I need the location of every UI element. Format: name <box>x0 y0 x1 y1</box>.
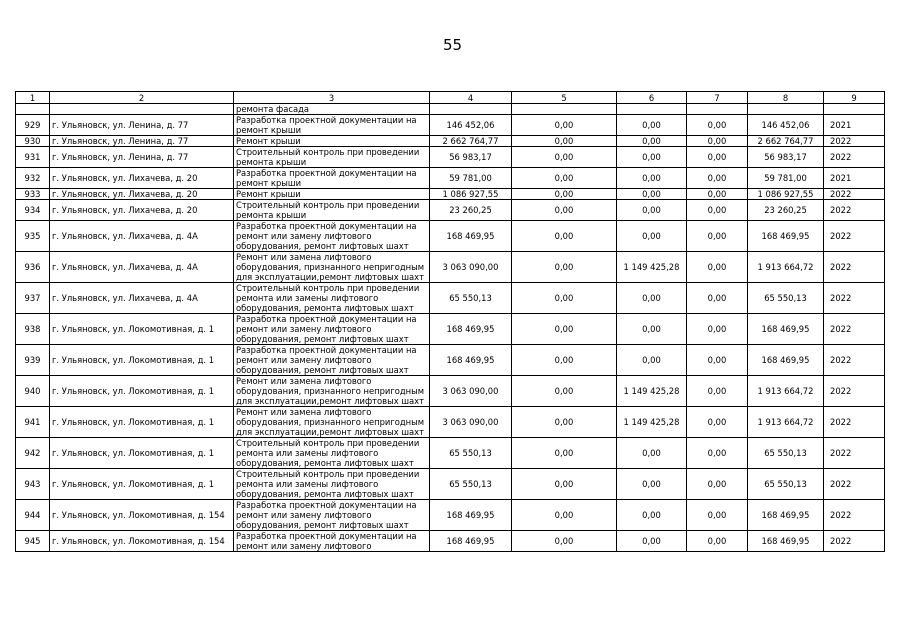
cell-row-number: 931 <box>16 147 50 168</box>
cell-col5: 0,00 <box>512 531 617 552</box>
cell-col8: 23 260,25 <box>748 200 824 221</box>
cell-work: Разработка проектной документации на ремонт или замену лифтового оборудования, ремонт лифтовых шахт <box>234 345 430 376</box>
cell-col5: 0,00 <box>512 438 617 469</box>
table-row <box>16 168 885 189</box>
cell-row-number: 929 <box>16 115 50 136</box>
cell-col6: 0,00 <box>617 283 687 314</box>
cell-col7: 0,00 <box>687 314 748 345</box>
cell-col5: 0,00 <box>512 168 617 189</box>
cell-col8: 65 550,13 <box>748 469 824 500</box>
cell-col7: 0,00 <box>687 407 748 438</box>
column-header: 4 <box>430 92 512 104</box>
cell-address: г. Ульяновск, ул. Лихачева, д. 4А <box>50 283 234 314</box>
cell-col5: 0,00 <box>512 115 617 136</box>
cell-address: г. Ульяновск, ул. Лихачева, д. 4А <box>50 252 234 283</box>
cell-col8: 168 469,95 <box>748 500 824 531</box>
cell-col6: 1 149 425,28 <box>617 376 687 407</box>
cell-row-number: 934 <box>16 200 50 221</box>
cell-col4: 2 662 764,77 <box>430 136 512 147</box>
cell-col6: 0,00 <box>617 147 687 168</box>
cell-col4: 1 086 927,55 <box>430 189 512 200</box>
cell-col5: 0,00 <box>512 147 617 168</box>
cell-row-number: 937 <box>16 283 50 314</box>
column-header: 8 <box>748 92 824 104</box>
cell-row-number: 933 <box>16 189 50 200</box>
cell-work: Разработка проектной документации на ремонт крыши <box>234 115 430 136</box>
cell-col5: 0,00 <box>512 376 617 407</box>
cell-work: ремонта фасада <box>234 104 430 115</box>
cell-work: Ремонт или замена лифтового оборудования, признанного непригодным для эксплуатации,ремонт лифтовых шахт <box>234 407 430 438</box>
cell-col6: 0,00 <box>617 115 687 136</box>
cell-year: 2022 <box>824 221 885 252</box>
cell-row-number: 943 <box>16 469 50 500</box>
cell-col8: 1 913 664,72 <box>748 376 824 407</box>
cell-col4: 65 550,13 <box>430 283 512 314</box>
cell-year: 2022 <box>824 438 885 469</box>
page-number: 55 <box>442 36 463 54</box>
cell-row-number: 940 <box>16 376 50 407</box>
cell-address: г. Ульяновск, ул. Лихачева, д. 4А <box>50 221 234 252</box>
cell-address: г. Ульяновск, ул. Локомотивная, д. 1 <box>50 469 234 500</box>
cell-col4: 168 469,95 <box>430 500 512 531</box>
cell-year: 2022 <box>824 345 885 376</box>
cell-address: г. Ульяновск, ул. Локомотивная, д. 1 <box>50 314 234 345</box>
cell-address: г. Ульяновск, ул. Локомотивная, д. 1 <box>50 407 234 438</box>
capital-repair-table <box>15 91 885 552</box>
cell-address: г. Ульяновск, ул. Локомотивная, д. 154 <box>50 531 234 552</box>
cell-col6: 0,00 <box>617 438 687 469</box>
cell-row-number: 932 <box>16 168 50 189</box>
cell-col6: 0,00 <box>617 314 687 345</box>
cell-col5: 0,00 <box>512 136 617 147</box>
cell-row-number: 941 <box>16 407 50 438</box>
cell-col7: 0,00 <box>687 500 748 531</box>
table-row <box>16 500 885 531</box>
table-row <box>16 147 885 168</box>
cell-year: 2022 <box>824 407 885 438</box>
cell-col4: 3 063 090,00 <box>430 407 512 438</box>
cell-address: г. Ульяновск, ул. Лихачева, д. 20 <box>50 200 234 221</box>
cell-work: Разработка проектной документации на ремонт или замену лифтового оборудования, ремонт лифтовых шахт <box>234 500 430 531</box>
table-row <box>16 407 885 438</box>
cell-address: г. Ульяновск, ул. Лихачева, д. 20 <box>50 189 234 200</box>
cell-col7: 0,00 <box>687 221 748 252</box>
cell-year: 2021 <box>824 115 885 136</box>
cell-row-number: 930 <box>16 136 50 147</box>
column-header: 2 <box>50 92 234 104</box>
cell-col4: 168 469,95 <box>430 531 512 552</box>
cell-col8: 168 469,95 <box>748 221 824 252</box>
cell-col6: 1 149 425,28 <box>617 252 687 283</box>
cell-work: Ремонт или замена лифтового оборудования, признанного непригодным для эксплуатации,ремонт лифтовых шахт <box>234 376 430 407</box>
cell-work: Ремонт или замена лифтового оборудования, признанного непригодным для эксплуатации,ремонт лифтовых шахт <box>234 252 430 283</box>
table-row <box>16 136 885 147</box>
cell-col4: 168 469,95 <box>430 345 512 376</box>
cell-col6: 0,00 <box>617 168 687 189</box>
continuation-row <box>16 104 885 115</box>
column-header: 6 <box>617 92 687 104</box>
cell-row-number: 945 <box>16 531 50 552</box>
cell-col4: 65 550,13 <box>430 438 512 469</box>
table-row <box>16 376 885 407</box>
cell-col7: 0,00 <box>687 115 748 136</box>
column-header: 1 <box>16 92 50 104</box>
table-row <box>16 200 885 221</box>
table-row <box>16 283 885 314</box>
cell-col7: 0,00 <box>687 376 748 407</box>
table-header <box>16 92 885 104</box>
table-row <box>16 221 885 252</box>
table-row <box>16 252 885 283</box>
cell-address: г. Ульяновск, ул. Локомотивная, д. 1 <box>50 376 234 407</box>
column-header: 7 <box>687 92 748 104</box>
cell-col5: 0,00 <box>512 469 617 500</box>
cell-year: 2022 <box>824 252 885 283</box>
cell-work: Строительный контроль при проведении ремонта или замены лифтового оборудования, ремонта лифтовых шахт <box>234 283 430 314</box>
cell-col7: 0,00 <box>687 168 748 189</box>
cell-col6: 0,00 <box>617 189 687 200</box>
cell-col4: 59 781,00 <box>430 168 512 189</box>
cell-col5: 0,00 <box>512 283 617 314</box>
cell-col8: 2 662 764,77 <box>748 136 824 147</box>
cell-work: Строительный контроль при проведении ремонта или замены лифтового оборудования, ремонта лифтовых шахт <box>234 438 430 469</box>
cell-col8: 168 469,95 <box>748 531 824 552</box>
cell-col5: 0,00 <box>512 407 617 438</box>
cell-year: 2022 <box>824 469 885 500</box>
cell-col8: 146 452,06 <box>748 115 824 136</box>
cell-col8: 1 086 927,55 <box>748 189 824 200</box>
cell-col4: 3 063 090,00 <box>430 252 512 283</box>
cell-work: Строительный контроль при проведении ремонта крыши <box>234 147 430 168</box>
cell-row-number: 935 <box>16 221 50 252</box>
cell-col7: 0,00 <box>687 189 748 200</box>
cell-col5: 0,00 <box>512 200 617 221</box>
cell-address: г. Ульяновск, ул. Локомотивная, д. 1 <box>50 345 234 376</box>
cell-address: г. Ульяновск, ул. Ленина, д. 77 <box>50 136 234 147</box>
cell-address: г. Ульяновск, ул. Ленина, д. 77 <box>50 115 234 136</box>
cell-col6: 0,00 <box>617 469 687 500</box>
cell-col6: 0,00 <box>617 200 687 221</box>
cell-year: 2022 <box>824 147 885 168</box>
cell-col4: 3 063 090,00 <box>430 376 512 407</box>
cell-address: г. Ульяновск, ул. Локомотивная, д. 154 <box>50 500 234 531</box>
cell-work: Строительный контроль при проведении ремонта или замены лифтового оборудования, ремонта лифтовых шахт <box>234 469 430 500</box>
cell-address: г. Ульяновск, ул. Ленина, д. 77 <box>50 147 234 168</box>
cell-work: Разработка проектной документации на ремонт или замену лифтового <box>234 531 430 552</box>
cell-row-number: 938 <box>16 314 50 345</box>
table-body <box>16 104 885 552</box>
cell-col4: 65 550,13 <box>430 469 512 500</box>
cell-col7: 0,00 <box>687 200 748 221</box>
column-header: 5 <box>512 92 617 104</box>
cell-col6: 0,00 <box>617 531 687 552</box>
cell-col8: 56 983,17 <box>748 147 824 168</box>
cell-year: 2021 <box>824 168 885 189</box>
cell-row-number: 939 <box>16 345 50 376</box>
cell-year: 2022 <box>824 189 885 200</box>
cell-col8: 168 469,95 <box>748 345 824 376</box>
header-row <box>16 92 885 104</box>
cell-work: Разработка проектной документации на ремонт или замену лифтового оборудования, ремонт лифтовых шахт <box>234 314 430 345</box>
cell-year: 2022 <box>824 500 885 531</box>
cell-col5: 0,00 <box>512 252 617 283</box>
cell-address: г. Ульяновск, ул. Локомотивная, д. 1 <box>50 438 234 469</box>
cell-work: Разработка проектной документации на ремонт или замену лифтового оборудования, ремонт лифтовых шахт <box>234 221 430 252</box>
cell-col4: 56 983,17 <box>430 147 512 168</box>
cell-col4: 168 469,95 <box>430 221 512 252</box>
cell-col6: 0,00 <box>617 136 687 147</box>
cell-col8: 59 781,00 <box>748 168 824 189</box>
cell-year: 2022 <box>824 283 885 314</box>
cell-col6: 0,00 <box>617 500 687 531</box>
cell-col5: 0,00 <box>512 314 617 345</box>
cell-row-number: 942 <box>16 438 50 469</box>
cell-col7: 0,00 <box>687 469 748 500</box>
cell-col8: 65 550,13 <box>748 438 824 469</box>
cell-col5: 0,00 <box>512 189 617 200</box>
cell-col5: 0,00 <box>512 345 617 376</box>
cell-col6: 0,00 <box>617 221 687 252</box>
cell-year: 2022 <box>824 136 885 147</box>
cell-col7: 0,00 <box>687 136 748 147</box>
cell-year: 2022 <box>824 531 885 552</box>
table-row <box>16 314 885 345</box>
table-row <box>16 438 885 469</box>
cell-col8: 1 913 664,72 <box>748 407 824 438</box>
cell-work: Разработка проектной документации на ремонт крыши <box>234 168 430 189</box>
cell-col4: 168 469,95 <box>430 314 512 345</box>
cell-year: 2022 <box>824 314 885 345</box>
cell-col6: 1 149 425,28 <box>617 407 687 438</box>
cell-col7: 0,00 <box>687 283 748 314</box>
table-row <box>16 531 885 552</box>
cell-address: г. Ульяновск, ул. Лихачева, д. 20 <box>50 168 234 189</box>
cell-col7: 0,00 <box>687 147 748 168</box>
cell-col7: 0,00 <box>687 438 748 469</box>
cell-col4: 146 452,06 <box>430 115 512 136</box>
cell-work: Ремонт крыши <box>234 136 430 147</box>
column-header: 3 <box>234 92 430 104</box>
cell-col7: 0,00 <box>687 252 748 283</box>
cell-work: Ремонт крыши <box>234 189 430 200</box>
cell-col8: 65 550,13 <box>748 283 824 314</box>
cell-row-number: 936 <box>16 252 50 283</box>
cell-col8: 168 469,95 <box>748 314 824 345</box>
cell-col6: 0,00 <box>617 345 687 376</box>
cell-col7: 0,00 <box>687 345 748 376</box>
cell-col8: 1 913 664,72 <box>748 252 824 283</box>
cell-col7: 0,00 <box>687 531 748 552</box>
cell-col4: 23 260,25 <box>430 200 512 221</box>
cell-work: Строительный контроль при проведении ремонта крыши <box>234 200 430 221</box>
table-row <box>16 189 885 200</box>
cell-col5: 0,00 <box>512 500 617 531</box>
table-row <box>16 469 885 500</box>
table-row <box>16 345 885 376</box>
cell-year: 2022 <box>824 376 885 407</box>
table-row <box>16 115 885 136</box>
column-header: 9 <box>824 92 885 104</box>
cell-row-number: 944 <box>16 500 50 531</box>
cell-col5: 0,00 <box>512 221 617 252</box>
cell-year: 2022 <box>824 200 885 221</box>
